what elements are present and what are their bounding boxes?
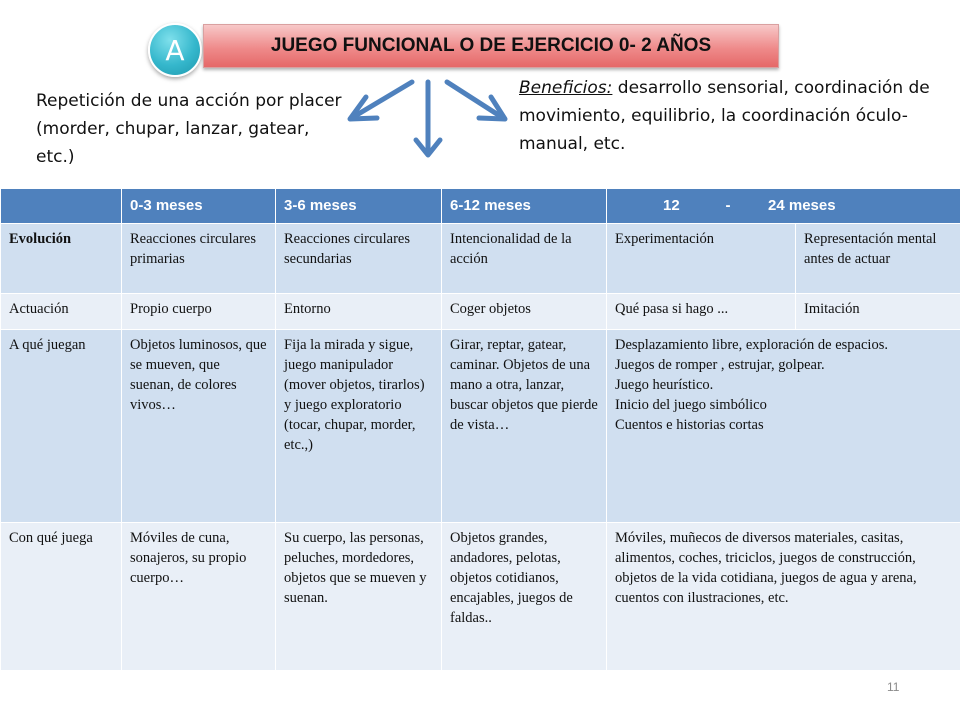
table-cell: Girar, reptar, gatear, caminar. Objetos de una mano a otra, lanzar, buscar objetos que pierde de vista…	[442, 330, 607, 523]
slide-title: JUEGO FUNCIONAL O DE EJERCICIO 0- 2 AÑOS	[203, 24, 779, 68]
table-cell-wide	[607, 330, 960, 523]
table-header-row	[1, 189, 960, 224]
row-label: Evolución	[1, 224, 122, 294]
list-item: Juego heurístico.	[615, 377, 714, 393]
section-badge: A	[148, 23, 202, 77]
table-cell: Su cuerpo, las personas, peluches, mordedores, objetos que se mueven y suenan.	[276, 523, 442, 671]
table-cell: Representación mental antes de actuar	[796, 224, 960, 294]
benefits-body: desarrollo sensorial, coordinación de movimiento, equilibrio, la coordinación óculo-manual, etc.	[519, 78, 930, 154]
table-cell: Reacciones circulares primarias	[122, 224, 276, 294]
row-label: A qué juegan	[1, 330, 122, 523]
page-number: 11	[887, 680, 900, 694]
table-cell: Reacciones circulares secundarias	[276, 224, 442, 294]
benefits-text	[519, 74, 949, 158]
arrow-left-icon	[350, 82, 412, 119]
table-cell: Coger objetos	[442, 294, 607, 330]
header-12-24: 12 - 24 meses	[607, 189, 960, 224]
table-row	[1, 523, 960, 671]
header-empty	[1, 189, 122, 224]
table-cell: Propio cuerpo	[122, 294, 276, 330]
table-cell: Imitación	[796, 294, 960, 330]
table-cell: Objetos luminosos, que se mueven, que suenan, de colores vivos…	[122, 330, 276, 523]
table-cell: Entorno	[276, 294, 442, 330]
table-row	[1, 294, 960, 330]
table-cell: Qué pasa si hago ...	[607, 294, 796, 330]
row-label: Con qué juega	[1, 523, 122, 671]
list-item: Cuentos e historias cortas	[615, 417, 764, 433]
table-row	[1, 224, 960, 294]
description-text: Repetición de una acción por placer (morder, chupar, lanzar, gatear, etc.)	[36, 91, 342, 167]
benefits-label: Beneficios:	[519, 78, 613, 98]
table-cell: Intencionalidad de la acción	[442, 224, 607, 294]
age-table	[0, 188, 960, 671]
header-0-3: 0-3 meses	[122, 189, 276, 224]
list-item: Inicio del juego simbólico	[615, 397, 767, 413]
table-cell: Fija la mirada y sigue, juego manipulador (mover objetos, tirarlos) y juego exploratorio (tocar, chupar, morder, etc.,)	[276, 330, 442, 523]
list-item: Juegos de romper , estrujar, golpear.	[615, 357, 825, 373]
row-label: Actuación	[1, 294, 122, 330]
table-row	[1, 330, 960, 523]
arrow-down-icon	[416, 82, 440, 155]
list-item: Desplazamiento libre, exploración de espacios.	[615, 337, 888, 353]
arrow-right-icon	[447, 82, 505, 119]
table-cell: Móviles de cuna, sonajeros, su propio cuerpo…	[122, 523, 276, 671]
table-cell-wide: Móviles, muñecos de diversos materiales, casitas, alimentos, coches, triciclos, juegos de construcción, objetos de la vida cotidiana, juegos de agua y arena, cuentos con ilustraciones, etc.	[607, 523, 960, 671]
header-3-6: 3-6 meses	[276, 189, 442, 224]
table-cell: Objetos grandes, andadores, pelotas, objetos cotidianos, encajables, juegos de faldas..	[442, 523, 607, 671]
header-6-12: 6-12 meses	[442, 189, 607, 224]
table-cell: Experimentación	[607, 224, 796, 294]
